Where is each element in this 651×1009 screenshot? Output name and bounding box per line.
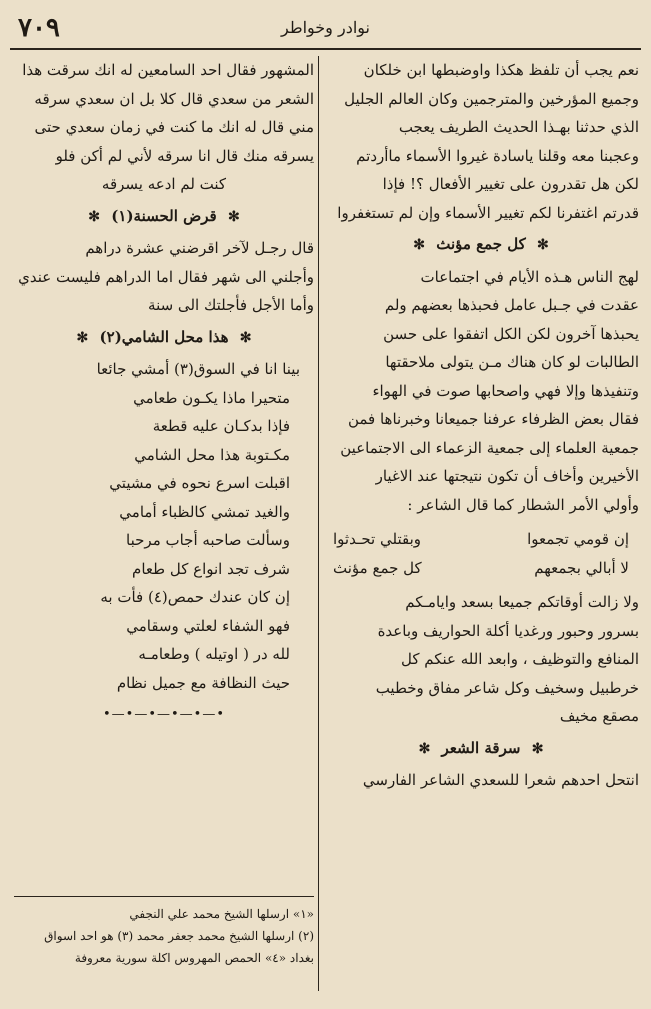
poem-line: وسألت صاحبه أجاب مرحبا <box>126 531 290 549</box>
running-title: نوادر وخواطر <box>281 18 370 37</box>
footnote: «١» ارسلها الشيخ محمد علي النجفي <box>129 907 314 921</box>
text-line: قدرتم اغتفرنا لكم تغيير الأسماء وإن لم تستغفروا <box>337 203 639 222</box>
text-line: يحبذها آخرون لكن الكل اتفقوا على حسن <box>383 324 639 343</box>
left-paragraph-1 <box>14 56 314 199</box>
text-line: فقال بعض الظرفاء عرفنا جميعانا وخبرناها فمن <box>347 410 639 428</box>
text-line: جمعية العلماء إلى جمعية الزعماء الى الاجتماعين <box>340 438 639 457</box>
right-paragraph-1 <box>323 56 639 227</box>
verse-hemistich: لا أبالي بجمعهم <box>534 558 629 577</box>
text-line: قال رجـل لآخر اقرضني عشرة دراهم <box>85 239 314 257</box>
ornament-icon: ✻ <box>418 740 431 757</box>
text-line: لكن هل تقدرون على تغيير الأفعال ؟! فإذا <box>382 175 639 193</box>
text-line: ولا زالت أوقاتكم جميعا بسعد وايامـكم <box>405 593 639 611</box>
verse-hemistich: وبقتلي تحـدثوا <box>333 530 421 548</box>
left-paragraph-2 <box>14 234 314 320</box>
left-column <box>14 56 314 730</box>
column-divider <box>318 56 319 991</box>
text-line: وجميع المؤرخين والمترجمين وكان العالم الجليل <box>344 89 639 108</box>
section-heading <box>323 230 639 260</box>
text-line: عقدت في جـبل عامل فحبذها بعضهم ولم <box>384 296 639 314</box>
ornament-icon: ✻ <box>227 208 240 225</box>
text-line: كنت لم ادعه يسرقه <box>101 175 227 193</box>
text-line: الأخيرين وأخاف أن تكون نتيجتها عند الاغيار <box>375 467 639 485</box>
text-line: مني قال له انك ما كنت في زمان سعدي حتى <box>34 118 314 136</box>
ornament-icon: ✻ <box>76 329 89 346</box>
text-line: المشهور فقال احد السامعين له انك سرقت هذا <box>22 61 314 79</box>
section-heading-text: هذا محل الشامي(٢) <box>99 327 229 346</box>
verse-line <box>323 525 639 554</box>
text-line: المنافع والتوظيف ، وابعد الله عنكم كل <box>400 650 639 668</box>
poem-line: متحيرا ماذا يكـون طعامي <box>133 388 290 407</box>
page-header <box>10 8 641 50</box>
footnotes <box>14 896 314 969</box>
text-line: بسرور وحبور ورغديا أكلة الحواريف وباعدة <box>377 621 639 640</box>
ornament-icon: ✻ <box>537 237 549 253</box>
section-heading-text: قرض الحسنة(١) <box>111 206 217 225</box>
section-heading <box>14 323 314 353</box>
text-line: وتنفيذها وإلا فهي واصحابها صوت في الهواء <box>372 381 639 400</box>
text-line: خرطبيل وسخيف وكل شاعر مفاق وخطيب <box>375 678 639 697</box>
text-line: الطالبات لو كان هناك مـن يتولى ملاحقتها <box>385 353 639 371</box>
verse-hemistich: كل جمع مؤنث <box>333 558 422 577</box>
text-line: الشعر من سعدي قال كلا بل ان سعدي سرقه <box>34 89 314 108</box>
right-paragraph-2 <box>323 263 639 520</box>
verse-line <box>323 554 639 583</box>
end-ornament: •—•—•—•—•—• <box>102 707 225 722</box>
right-paragraph-4 <box>323 766 639 795</box>
ornament-icon: ✻ <box>88 208 101 225</box>
section-heading-text: كل جمع مؤنث <box>436 235 526 253</box>
text-line: الذي حدثنا بهـذا الحديث الطريف يعجب <box>398 118 639 136</box>
poem-line: لله در ( اوتيله ) وطعامـه <box>138 645 290 663</box>
poem-line: إن كان عندك حمص(٤) فأت به <box>100 588 290 606</box>
ornament-icon: ✻ <box>531 740 544 757</box>
poem-block <box>14 355 314 697</box>
verse-block <box>323 525 639 582</box>
poem-line: اقبلت اسرع نحوه في مشيتي <box>109 474 290 492</box>
section-heading-text: سرقة الشعر <box>441 738 521 757</box>
right-paragraph-3 <box>323 588 639 731</box>
poem-line: فهو الشفاء لعلتي وسقامي <box>126 616 290 635</box>
text-line: وأولي الأمر الشطار كما قال الشاعر : <box>407 495 639 514</box>
text-line: نعم يجب أن تلفظ هكذا واوضبطها ابن خلكان <box>363 61 639 79</box>
section-heading <box>323 734 639 764</box>
text-line: وأجلني الى شهر فقال اما الدراهم فليست عندي <box>18 267 314 286</box>
verse-hemistich: إن قومي تجمعوا <box>527 530 629 548</box>
section-heading <box>14 202 314 232</box>
ornament-icon: ✻ <box>239 329 252 346</box>
page-number: ٧٠٩ <box>18 13 60 43</box>
poem-line: حيث النظافة مع جميل نظام <box>116 673 290 692</box>
text-line: مصقع مخيف <box>559 707 639 725</box>
text-line: لهج الناس هـذه الأيام في اجتماعات <box>420 267 639 286</box>
poem-line: فإذا بدكـان عليه قطعة <box>152 417 290 435</box>
text-line: انتحل احدهم شعرا للسعدي الشاعر الفارسي <box>362 771 639 789</box>
footnote: (٢) ارسلها الشيخ محمد جعفر محمد (٣) هو احد اسواق <box>44 929 314 943</box>
text-line: يسرقه منك قال انا سرقه لأني لم أكن فلو <box>55 146 314 165</box>
poem-line: والغيد تمشي كالظباء أمامي <box>119 502 290 521</box>
text-line: وأما الأجل فأجلتك الى سنة <box>148 296 314 314</box>
ornament-icon: ✻ <box>413 237 425 253</box>
text-line: وعجبنا معه وقلنا ياسادة غيروا الأسماء ماأردتم <box>356 146 639 165</box>
footnote: بغداد «٤» الحمص المهروس اكلة سورية معروفة <box>74 951 314 965</box>
right-column <box>323 56 639 795</box>
poem-intro: بينا انا في السوق(٣) أمشي جائعا <box>96 360 300 378</box>
poem-line: مكـتوبة هذا محل الشامي <box>134 445 290 464</box>
poem-line: شرف تجد انواع كل طعام <box>132 559 290 578</box>
